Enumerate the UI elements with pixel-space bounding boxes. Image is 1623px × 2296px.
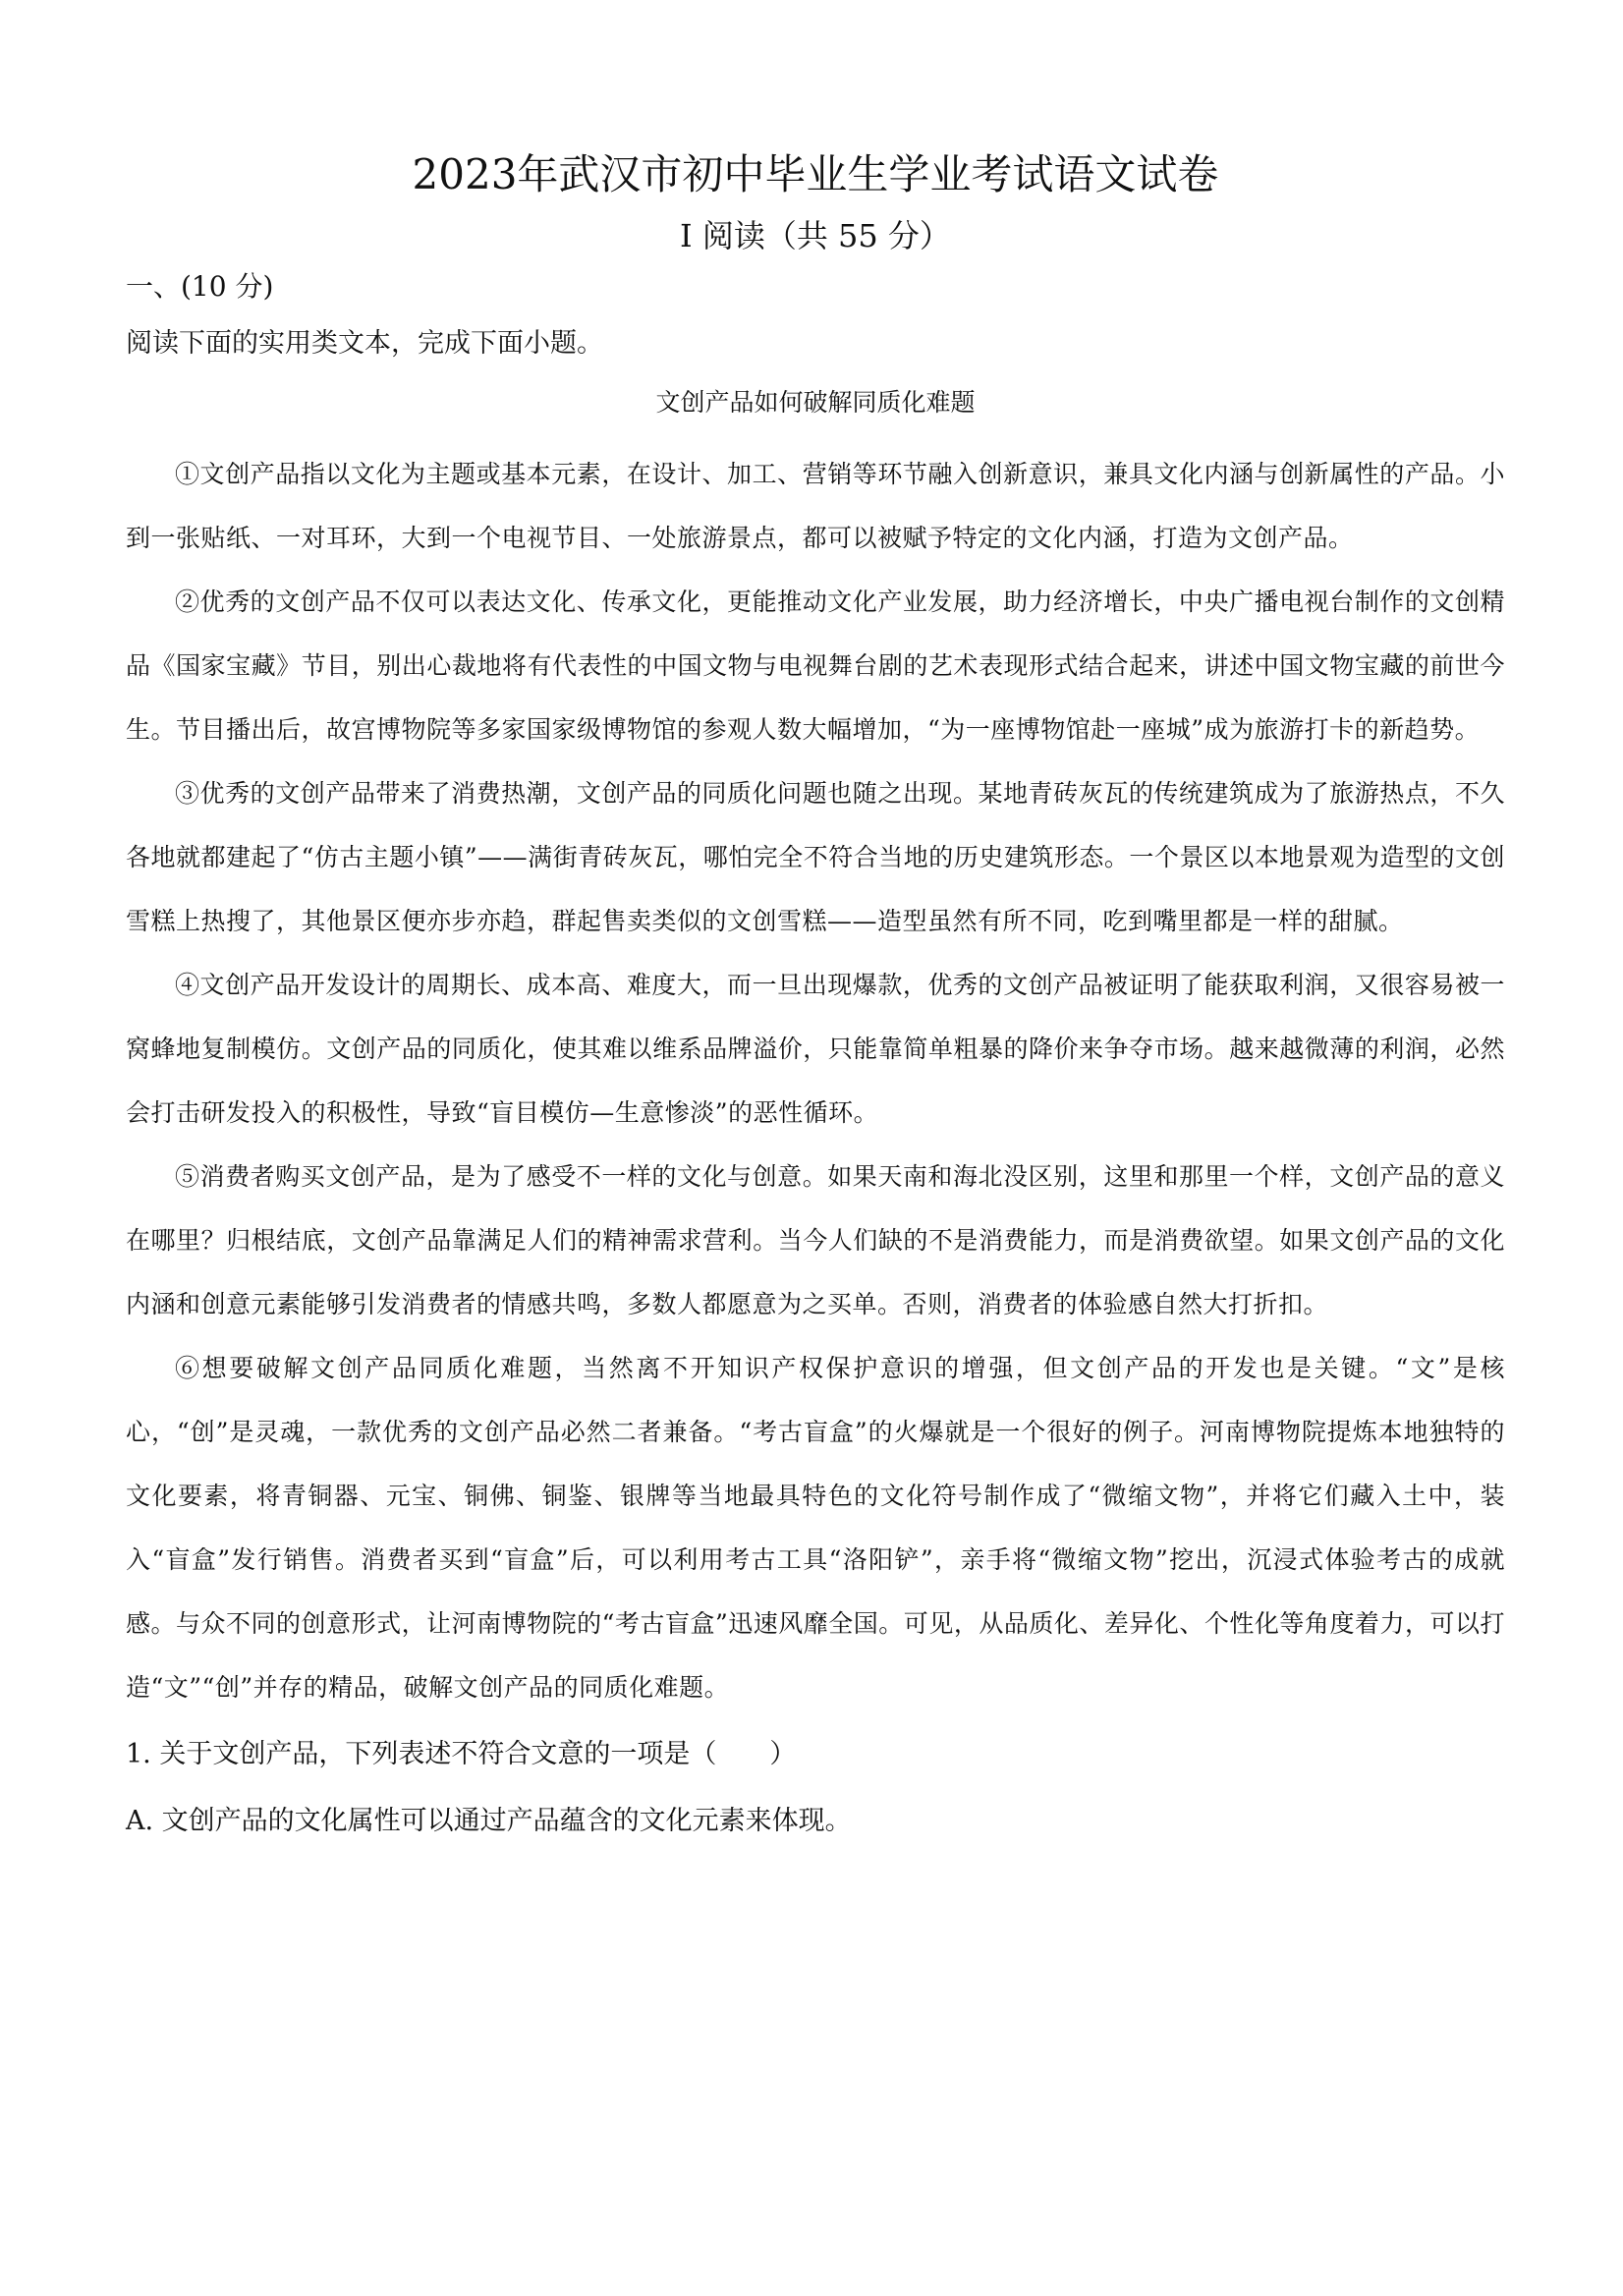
article-paragraph-4: ④文创产品开发设计的周期长、成本高、难度大，而一旦出现爆款，优秀的文创产品被证明了能获取利润，又很容易被一窝蜂地复制模仿。文创产品的同质化，使其难以维系品牌溢价，只能靠简单粗暴的降价来争夺市场。越来越微薄的利润，必然会打击研发投入的积极性，导致“盲目模仿—生意惨淡”的恶性循环。 (126, 971, 1505, 1127)
part-subtitle: I 阅读（共 55 分） (680, 217, 951, 254)
article-body (126, 442, 1505, 1719)
article-title: 文创产品如何破解同质化难题 (655, 388, 976, 417)
article-paragraph-6: ⑥想要破解文创产品同质化难题，当然离不开知识产权保护意识的增强，但文创产品的开发也是关键。“文”是核心，“创”是灵魂，一款优秀的文创产品必然二者兼备。“考古盲盒”的火爆就是一个很好的例子。河南博物院提炼本地独特的文化要素，将青铜器、元宝、铜佛、铜鉴、银牌等当地最具特色的文化符号制作成了“微缩文物”，并将它们藏入土中，装入“盲盒”发行销售。消费者买到“盲盒”后，可以利用考古工具“洛阳铲”，亲手将“微缩文物”挖出，沉浸式体验考古的成就感。与众不同的创意形式，让河南博物院的“考古盲盒”迅速风靡全国。可见，从品质化、差异化、个性化等角度着力，可以打造“文”“创”并存的精品，破解文创产品的同质化难题。 (126, 1354, 1505, 1702)
question-1-option-a: A. 文创产品的文化属性可以通过产品蕴含的文化元素来体现。 (126, 1806, 852, 1836)
section-instruction: 阅读下面的实用类文本，完成下面小题。 (126, 328, 603, 359)
article-paragraph-3: ③优秀的文创产品带来了消费热潮，文创产品的同质化问题也随之出现。某地青砖灰瓦的传统建筑成为了旅游热点，不久各地就都建起了“仿古主题小镇”——满街青砖灰瓦，哪怕完全不符合当地的历史建筑形态。一个景区以本地景观为造型的文创雪糕上热搜了，其他景区便亦步亦趋，群起售卖类似的文创雪糕——造型虽然有所不同，吃到嘴里都是一样的甜腻。 (126, 779, 1505, 935)
section-heading: 一、(10 分) (126, 270, 274, 303)
article-paragraph-2: ②优秀的文创产品不仅可以表达文化、传承文化，更能推动文化产业发展，助力经济增长，中央广播电视台制作的文创精品《国家宝藏》节目，别出心裁地将有代表性的中国文物与电视舞台剧的艺术表现形式结合起来，讲述中国文物宝藏的前世今生。节目播出后，故宫博物院等多家国家级博物馆的参观人数大幅增加，“为一座博物馆赴一座城”成为旅游打卡的新趋势。 (126, 588, 1505, 744)
article-paragraph-1: ①文创产品指以文化为主题或基本元素，在设计、加工、营销等环节融入创新意识，兼具文化内涵与创新属性的产品。小到一张贴纸、一对耳环，大到一个电视节目、一处旅游景点，都可以被赋予特定的文化内涵，打造为文创产品。 (126, 460, 1505, 552)
exam-title: 2023年武汉市初中毕业生学业考试语文试卷 (412, 150, 1219, 198)
question-1: 1. 关于文创产品，下列表述不符合文意的一项是（ ） (126, 1739, 797, 1769)
article-paragraph-5: ⑤消费者购买文创产品，是为了感受不一样的文化与创意。如果天南和海北没区别，这里和那里一个样，文创产品的意义在哪里？归根结底，文创产品靠满足人们的精神需求营利。当今人们缺的不是消费能力，而是消费欲望。如果文创产品的文化内涵和创意元素能够引发消费者的情感共鸣，多数人都愿意为之买单。否则，消费者的体验感自然大打折扣。 (126, 1162, 1505, 1318)
